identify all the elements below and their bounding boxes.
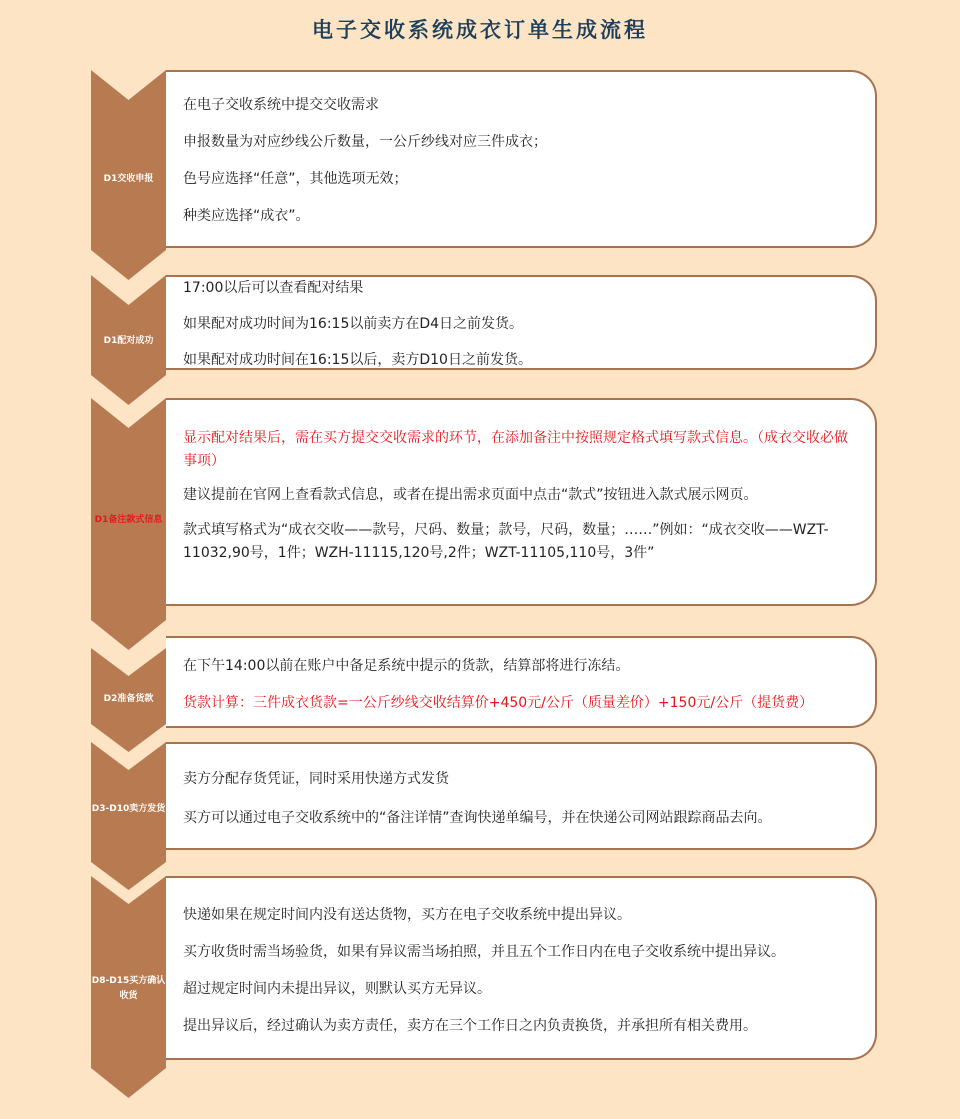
step-card [166,742,877,850]
step-line: 超过规定时间内未提出异议，则默认买方无异议。 [183,981,491,997]
step-line: 建议提前在官网上查看款式信息，或者在提出需求页面中点击“款式”按钮进入款式展示网页。 [183,487,758,503]
step-d2-prepare-payment [0,636,960,752]
step-chevron [91,636,166,752]
step-line: 17:00以后可以查看配对结果 [183,280,364,296]
step-chevron [91,742,166,890]
step-chevron [91,70,166,280]
step-line: 在下午14:00以前在账户中备足系统中提示的货款，结算部将进行冻结。 [183,658,630,674]
step-line: 申报数量为对应纱线公斤数量，一公斤纱线对应三件成衣； [183,134,547,150]
step-d1-delivery-declaration [0,70,960,280]
step-card [166,636,877,728]
step-line: 种类应选择“成衣”。 [183,208,310,224]
step-d1-match-success [0,275,960,405]
page-title: 电子交收系统成衣订单生成流程 [312,17,648,42]
step-d8-d15-buyer-confirm [0,876,960,1098]
step-label: D1配对成功 [103,336,154,346]
step-line-highlight: 显示配对结果后，需在买方提交交收需求的环节，在添加备注中按照规定格式填写款式信息。（成衣交收必做事项） [183,430,848,469]
step-line: 如果配对成功时间在16:15以后，卖方D10日之前发货。 [183,352,532,368]
step-line: 在电子交收系统中提交交收需求 [183,97,379,113]
step-line: 快递如果在规定时间内没有送达货物，买方在电子交收系统中提出异议。 [183,907,631,923]
step-line: 买方可以通过电子交收系统中的“备注详情”查询快递单编号，并在快递公司网站跟踪商品去向。 [183,810,772,826]
step-line: 色号应选择“任意”，其他选项无效； [183,171,408,187]
step-d3-d10-seller-shipping [0,742,960,890]
step-d1-style-remarks [0,398,960,650]
step-line: 买方收货时需当场验货，如果有异议需当场拍照，并且五个工作日内在电子交收系统中提出异议。 [183,944,785,960]
step-chevron [91,876,166,1098]
step-card [166,275,877,370]
step-label: D8-D15买方确认收货 [91,976,166,1001]
step-label: D1交收申报 [103,174,154,184]
step-line: 提出异议后，经过确认为卖方责任，卖方在三个工作日之内负责换货，并承担所有相关费用。 [183,1018,757,1034]
step-card [166,876,877,1060]
step-line: 款式填写格式为“成衣交收——款号，尺码、数量；款号，尺码，数量；……”例如：“成衣交收——WZT-11032,90号，1件；WZH-11115,120号,2件；WZT-11105,110号，3件” [183,522,829,561]
step-line-highlight: 货款计算：三件成衣货款=一公斤纱线交收结算价+450元/公斤（质量差价）+150元/公斤（提货费） [183,695,814,711]
step-card [166,398,877,606]
step-label: D2准备货款 [103,694,154,704]
step-label: D1备注款式信息 [94,515,163,525]
step-chevron [91,275,166,405]
step-card [166,70,877,248]
step-line: 卖方分配存货凭证，同时采用快递方式发货 [183,771,449,787]
step-label: D3-D10卖方发货 [91,804,166,814]
step-line: 如果配对成功时间为16:15以前卖方在D4日之前发货。 [183,316,524,332]
step-chevron [91,398,166,650]
